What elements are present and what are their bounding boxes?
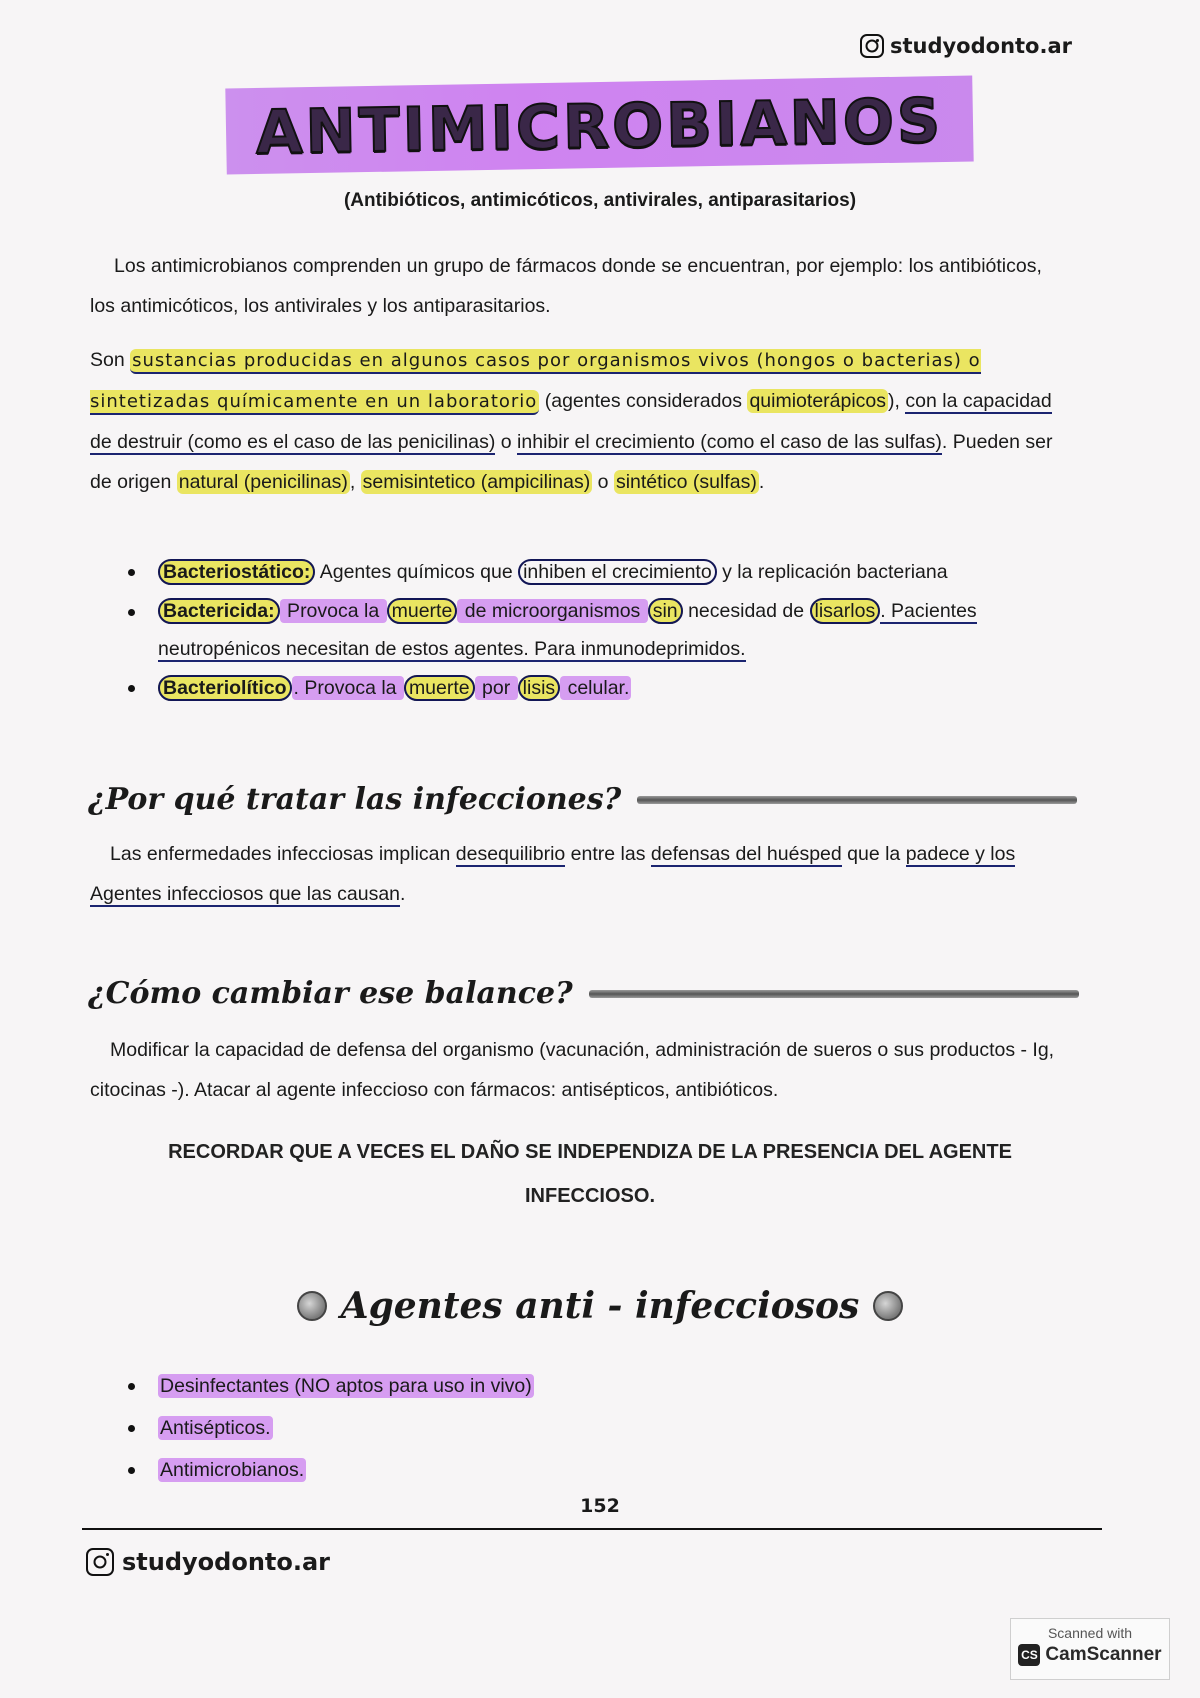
brand-handle: studyodonto.ar bbox=[122, 1548, 331, 1576]
key-phrase: muerte bbox=[387, 598, 458, 624]
key-phrase: muerte bbox=[404, 675, 475, 701]
why-text: Las enfermedades infecciosas implican bbox=[110, 843, 456, 865]
agent-item: Desinfectantes (NO aptos para uso in vivo) bbox=[160, 1375, 532, 1397]
types-list bbox=[122, 552, 1082, 708]
agent-item: Antisépticos. bbox=[160, 1417, 271, 1439]
sintetico-highlight: sintético (sulfas) bbox=[615, 471, 757, 493]
term-bacteriostatico: Bacteriostático: bbox=[158, 559, 315, 585]
quimio-highlight: quimioterápicos bbox=[749, 390, 887, 412]
list-item bbox=[122, 668, 1082, 708]
camscanner-badge bbox=[1010, 1618, 1170, 1680]
term-bacteriolitico: Bacteriolítico bbox=[158, 675, 292, 701]
definition-text-1: (agentes considerados bbox=[539, 390, 748, 412]
camscanner-name: CamScanner bbox=[1045, 1644, 1162, 1665]
type-text: Agentes químicos que bbox=[315, 561, 519, 583]
reminder-note: RECORDAR QUE A VECES EL DAÑO SE INDEPENDIZA DE LA PRESENCIA DEL AGENTE INFECCIOSO. bbox=[168, 1141, 1012, 1207]
list-item bbox=[122, 1366, 1082, 1406]
list-item bbox=[122, 1450, 1082, 1490]
definition-text-5: , bbox=[349, 471, 361, 493]
section-heading-why bbox=[88, 782, 1077, 817]
semisintetico-highlight: semisintetico (ampicilinas) bbox=[362, 471, 591, 493]
footer-divider bbox=[82, 1528, 1102, 1530]
section-heading-how bbox=[88, 976, 1079, 1011]
page-number: 152 bbox=[580, 1495, 620, 1517]
term-bactericida: Bactericida: bbox=[158, 598, 280, 624]
heading-rule bbox=[589, 990, 1079, 998]
title-block bbox=[0, 82, 1200, 168]
key-phrase: inhiben el crecimiento bbox=[518, 559, 717, 585]
how-paragraph: Modificar la capacidad de defensa del organismo (vacunación, administración de sueros o sus productos - Ig, citocinas -). Atacar al agente infeccioso con fármacos: antisépticos, antibióticos. bbox=[90, 1039, 1055, 1101]
circle-bullet-icon bbox=[297, 1291, 327, 1321]
brand-handle: studyodonto.ar bbox=[889, 34, 1072, 58]
type-text: . Provoca la bbox=[293, 677, 402, 699]
agents-list bbox=[122, 1366, 1082, 1492]
definition-text-3: o bbox=[495, 431, 518, 453]
circle-bullet-icon bbox=[873, 1291, 903, 1321]
instagram-icon bbox=[860, 34, 884, 58]
heading-text: ¿Por qué tratar las infecciones? bbox=[88, 782, 622, 817]
why-text: que la bbox=[841, 843, 906, 865]
heading-rule bbox=[637, 796, 1077, 804]
definition-handwritten: sustancias producidas en algunos casos por organismos vivos (hongos o bacterias) o sintetizadas químicamente en un laboratorio bbox=[90, 349, 981, 415]
instagram-icon bbox=[86, 1548, 114, 1576]
why-underline: defensas del huésped bbox=[650, 843, 842, 865]
agent-item: Antimicrobianos. bbox=[160, 1459, 305, 1481]
type-text: y la replicación bacteriana bbox=[716, 561, 948, 583]
type-text: celular. bbox=[562, 677, 630, 699]
page-title: ANTIMICROBIANOS bbox=[226, 75, 974, 174]
type-text: . Pacientes neutropénicos necesitan de estos agentes. Para inmunodeprimidos. bbox=[158, 600, 977, 660]
inhibir-underline: inhibir el crecimiento (como el caso de las sulfas) bbox=[517, 431, 942, 453]
type-text: por bbox=[476, 677, 516, 699]
camscanner-icon: CS bbox=[1018, 1644, 1040, 1666]
why-paragraph bbox=[90, 834, 1070, 914]
type-text: necesidad de bbox=[682, 600, 810, 622]
key-phrase: lisis bbox=[518, 675, 561, 701]
camscanner-logo bbox=[1011, 1644, 1169, 1666]
key-phrase: lisarlos bbox=[810, 598, 881, 624]
why-underline: desequilibrio bbox=[455, 843, 566, 865]
agents-heading bbox=[0, 1285, 1200, 1327]
why-text: . bbox=[400, 883, 406, 905]
intro-paragraph: Los antimicrobianos comprenden un grupo de fármacos donde se encuentran, por ejemplo: los antibióticos, los antimicóticos, los antivirales y los antiparasitarios. bbox=[90, 255, 1042, 317]
why-text: entre las bbox=[565, 843, 651, 865]
why-underline: padece y los Agentes infecciosos que las causan bbox=[90, 843, 1016, 905]
type-text: de microorganismos bbox=[459, 600, 646, 622]
list-item bbox=[122, 592, 1082, 668]
list-item bbox=[122, 552, 1082, 592]
natural-highlight: natural (penicilinas) bbox=[178, 471, 348, 493]
definition-text-6: o bbox=[592, 471, 614, 493]
subtitle: (Antibióticos, antimicóticos, antivirales, antiparasitarios) bbox=[343, 190, 857, 211]
definition-paragraph bbox=[90, 340, 1070, 502]
list-item bbox=[122, 1408, 1082, 1448]
heading-text: ¿Cómo cambiar ese balance? bbox=[88, 976, 573, 1011]
destruir-underline: con la capacidad de destruir (como es el caso de las penicilinas) bbox=[90, 390, 1052, 453]
definition-text-7: . bbox=[758, 471, 765, 493]
agents-heading-text: Agentes anti - infecciosos bbox=[340, 1285, 860, 1327]
definition-lead: Son bbox=[90, 349, 131, 371]
brand-header bbox=[860, 34, 1072, 58]
definition-text-4: . Pueden ser de origen bbox=[90, 431, 1053, 493]
definition-text-2: ), bbox=[888, 390, 906, 412]
brand-footer bbox=[86, 1548, 330, 1576]
scanned-with-label: Scanned with bbox=[1047, 1625, 1133, 1641]
type-text: Provoca la bbox=[281, 600, 385, 622]
key-phrase: sin bbox=[648, 598, 683, 624]
